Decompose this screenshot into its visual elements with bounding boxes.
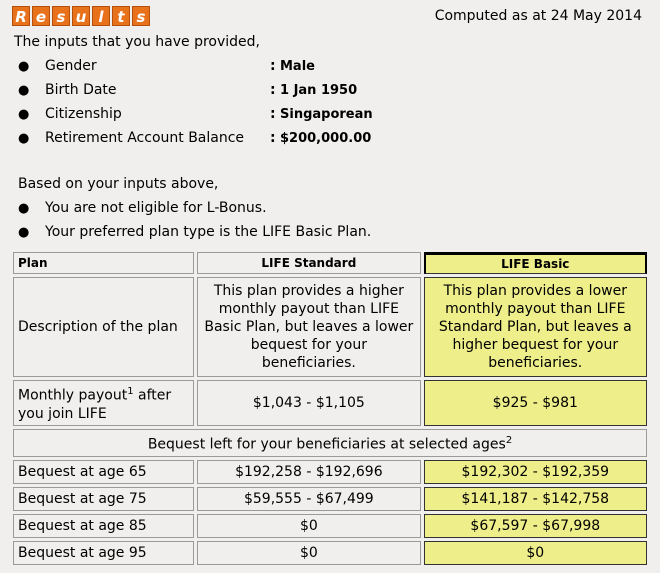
payout-standard: $1,043 - $1,105 xyxy=(197,380,420,426)
bequest-standard: $0 xyxy=(197,514,420,538)
bequest-standard: $0 xyxy=(197,541,420,565)
bequest-heading-text: Bequest left for your beneficiaries at selected ages xyxy=(147,436,506,453)
input-label: Birth Date xyxy=(45,82,117,98)
colon: : xyxy=(270,58,276,74)
colon: : xyxy=(270,130,276,146)
input-birth-date xyxy=(18,78,438,102)
payout-label-rest: after you join LIFE xyxy=(18,387,172,422)
bullet-icon: ● xyxy=(18,200,30,216)
header-life-standard: LIFE Standard xyxy=(197,252,420,274)
bequest-standard: $59,555 - $67,499 xyxy=(197,487,420,511)
table-row-description xyxy=(13,277,647,377)
input-citizenship xyxy=(18,102,438,126)
bullet-icon: ● xyxy=(18,130,30,146)
note-text: Your preferred plan type is the LIFE Basic Plan. xyxy=(45,224,372,240)
row-label: Bequest at age 75 xyxy=(13,487,194,511)
table-row xyxy=(13,541,647,565)
colon: : xyxy=(270,82,276,98)
note-item xyxy=(18,220,638,244)
input-label: Gender xyxy=(45,58,97,74)
header-plan: Plan xyxy=(13,252,194,274)
desc-basic: This plan provides a lower monthly payout than LIFE Standard Plan, but leaves a higher bequest for your beneficiaries. xyxy=(424,277,647,377)
payout-basic: $925 - $981 xyxy=(424,380,647,426)
notes-list xyxy=(18,196,638,244)
desc-standard: This plan provides a higher monthly payout than LIFE Basic Plan, but leaves a lower bequest for your beneficiaries. xyxy=(197,277,420,377)
bullet-icon: ● xyxy=(18,82,30,98)
bullet-icon: ● xyxy=(18,58,30,74)
input-gender xyxy=(18,54,438,78)
input-value: 1 Jan 1950 xyxy=(280,82,358,98)
footnote-marker: 1 xyxy=(127,386,134,398)
logo-letter: s xyxy=(52,6,70,26)
logo-letter: u xyxy=(72,6,90,26)
row-label xyxy=(13,380,194,426)
plan-comparison-table xyxy=(10,249,650,568)
logo-letter: e xyxy=(32,6,50,26)
row-label: Bequest at age 95 xyxy=(13,541,194,565)
logo-letter: l xyxy=(92,6,110,26)
logo-letter: s xyxy=(132,6,150,26)
input-label: Retirement Account Balance xyxy=(45,130,245,146)
table-row xyxy=(13,514,647,538)
row-label: Bequest at age 85 xyxy=(13,514,194,538)
based-on-text: Based on your inputs above, xyxy=(18,176,219,192)
header-life-basic: LIFE Basic xyxy=(424,252,647,274)
payout-label: Monthly payout xyxy=(18,387,128,404)
bequest-basic: $141,187 - $142,758 xyxy=(424,487,647,511)
row-label: Description of the plan xyxy=(13,277,194,377)
bequest-basic: $0 xyxy=(424,541,647,565)
table-row-payout xyxy=(13,380,647,426)
bequest-basic: $192,302 - $192,359 xyxy=(424,460,647,484)
note-item xyxy=(18,196,638,220)
table-row xyxy=(13,487,647,511)
note-text: You are not eligible for L-Bonus. xyxy=(45,200,267,216)
input-value: Singaporean xyxy=(280,106,373,122)
bequest-standard: $192,258 - $192,696 xyxy=(197,460,420,484)
bequest-heading xyxy=(13,429,647,457)
bullet-icon: ● xyxy=(18,106,30,122)
bequest-basic: $67,597 - $67,998 xyxy=(424,514,647,538)
colon: : xyxy=(270,106,276,122)
input-ra-balance xyxy=(18,126,438,150)
logo-letter: R xyxy=(12,6,30,26)
computed-date: Computed as at 24 May 2014 xyxy=(434,8,642,24)
table-header-row xyxy=(13,252,647,274)
input-label: Citizenship xyxy=(45,106,122,122)
row-label: Bequest at age 65 xyxy=(13,460,194,484)
table-row xyxy=(13,460,647,484)
results-logo xyxy=(12,6,150,26)
table-row-bequest-heading xyxy=(13,429,647,457)
footnote-marker: 2 xyxy=(505,435,513,447)
inputs-list xyxy=(18,54,438,150)
inputs-intro: The inputs that you have provided, xyxy=(14,34,261,50)
bullet-icon: ● xyxy=(18,224,30,240)
logo-letter: t xyxy=(112,6,130,26)
input-value: Male xyxy=(280,58,315,74)
input-value: $200,000.00 xyxy=(280,130,372,146)
